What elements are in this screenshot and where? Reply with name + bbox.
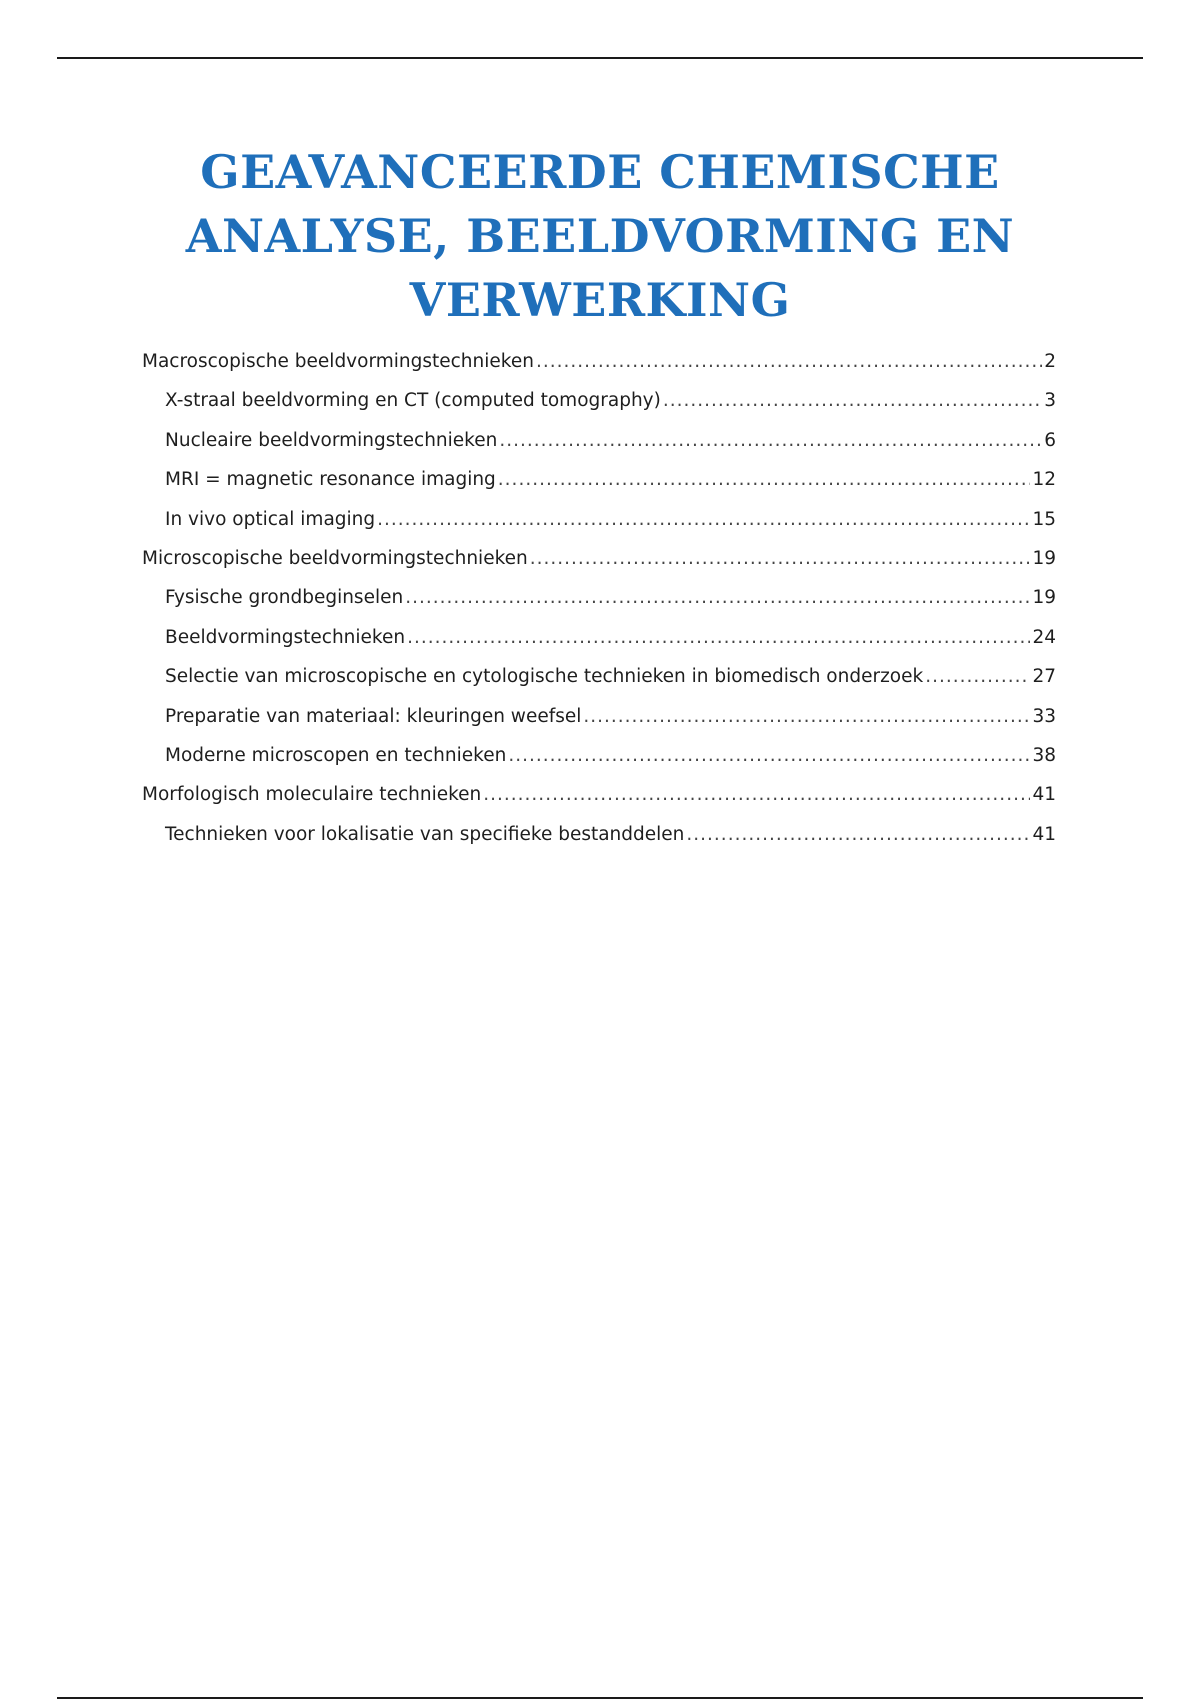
title-line-2: ANALYSE, BEELDVORMING EN — [185, 209, 1015, 263]
toc-entry-morfologisch[interactable] — [142, 775, 1056, 814]
table-of-contents — [142, 342, 1056, 854]
toc-entry-mri[interactable] — [142, 460, 1056, 499]
toc-entry-page: 3 — [1044, 390, 1056, 412]
toc-dot-leader — [536, 342, 1042, 381]
toc-entry-page: 19 — [1032, 547, 1056, 569]
toc-entry-label: Morfologisch moleculaire technieken — [142, 784, 482, 806]
toc-entry-fysische[interactable] — [142, 578, 1056, 617]
toc-entry-beeldvorming[interactable] — [142, 618, 1056, 657]
toc-entry-page: 12 — [1032, 469, 1056, 491]
toc-dot-leader — [498, 460, 1031, 499]
footer-rule — [57, 1697, 1143, 1699]
toc-dot-leader — [407, 618, 1030, 657]
document-title — [100, 140, 1100, 332]
header-rule — [57, 57, 1143, 59]
toc-entry-macroscopische[interactable] — [142, 342, 1056, 381]
toc-entry-page: 27 — [1032, 666, 1056, 688]
toc-dot-leader — [499, 421, 1042, 460]
toc-entry-selectie[interactable] — [142, 657, 1056, 696]
toc-dot-leader — [925, 657, 1030, 696]
toc-entry-page: 41 — [1032, 823, 1056, 845]
toc-entry-label: Nucleaire beeldvormingstechnieken — [165, 429, 498, 451]
toc-dot-leader — [583, 697, 1030, 736]
toc-entry-nucleaire[interactable] — [142, 421, 1056, 460]
toc-dot-leader — [663, 381, 1042, 420]
toc-entry-label: X-straal beeldvorming en CT (computed tomography) — [165, 390, 661, 412]
toc-dot-leader — [377, 500, 1030, 539]
title-line-1: GEAVANCEERDE CHEMISCHE — [200, 145, 1000, 199]
toc-dot-leader — [530, 539, 1031, 578]
toc-entry-label: Fysische grondbeginselen — [165, 587, 404, 609]
toc-entry-preparatie[interactable] — [142, 697, 1056, 736]
toc-entry-page: 38 — [1032, 744, 1056, 766]
toc-entry-in-vivo[interactable] — [142, 500, 1056, 539]
toc-entry-label: Moderne microscopen en technieken — [165, 744, 507, 766]
toc-entry-label: In vivo optical imaging — [165, 508, 376, 530]
toc-entry-label: Selectie van microscopische en cytologische technieken in biomedisch onderzoek — [165, 666, 924, 688]
toc-entry-moderne[interactable] — [142, 736, 1056, 775]
toc-dot-leader — [686, 815, 1030, 854]
toc-dot-leader — [405, 578, 1030, 617]
toc-entry-label: Microscopische beeldvormingstechnieken — [142, 547, 528, 569]
toc-entry-label: MRI = magnetic resonance imaging — [165, 469, 496, 491]
title-line-3: VERWERKING — [409, 273, 791, 327]
toc-entry-label: Beeldvormingstechnieken — [165, 626, 406, 648]
toc-entry-label: Preparatie van materiaal: kleuringen weefsel — [165, 705, 582, 727]
toc-entry-page: 15 — [1032, 508, 1056, 530]
toc-entry-page: 2 — [1044, 351, 1056, 372]
toc-dot-leader — [483, 775, 1030, 814]
toc-entry-page: 19 — [1032, 587, 1056, 609]
toc-entry-technieken[interactable] — [142, 815, 1056, 854]
toc-entry-page: 6 — [1044, 429, 1056, 451]
toc-dot-leader — [508, 736, 1030, 775]
toc-entry-page: 24 — [1032, 626, 1056, 648]
toc-entry-label: Technieken voor lokalisatie van specifieke bestanddelen — [165, 823, 685, 845]
toc-entry-microscopische[interactable] — [142, 539, 1056, 578]
toc-entry-page: 33 — [1032, 705, 1056, 727]
toc-entry-label: Macroscopische beeldvormingstechnieken — [142, 351, 534, 372]
toc-entry-page: 41 — [1032, 784, 1056, 806]
toc-entry-x-straal[interactable] — [142, 381, 1056, 420]
